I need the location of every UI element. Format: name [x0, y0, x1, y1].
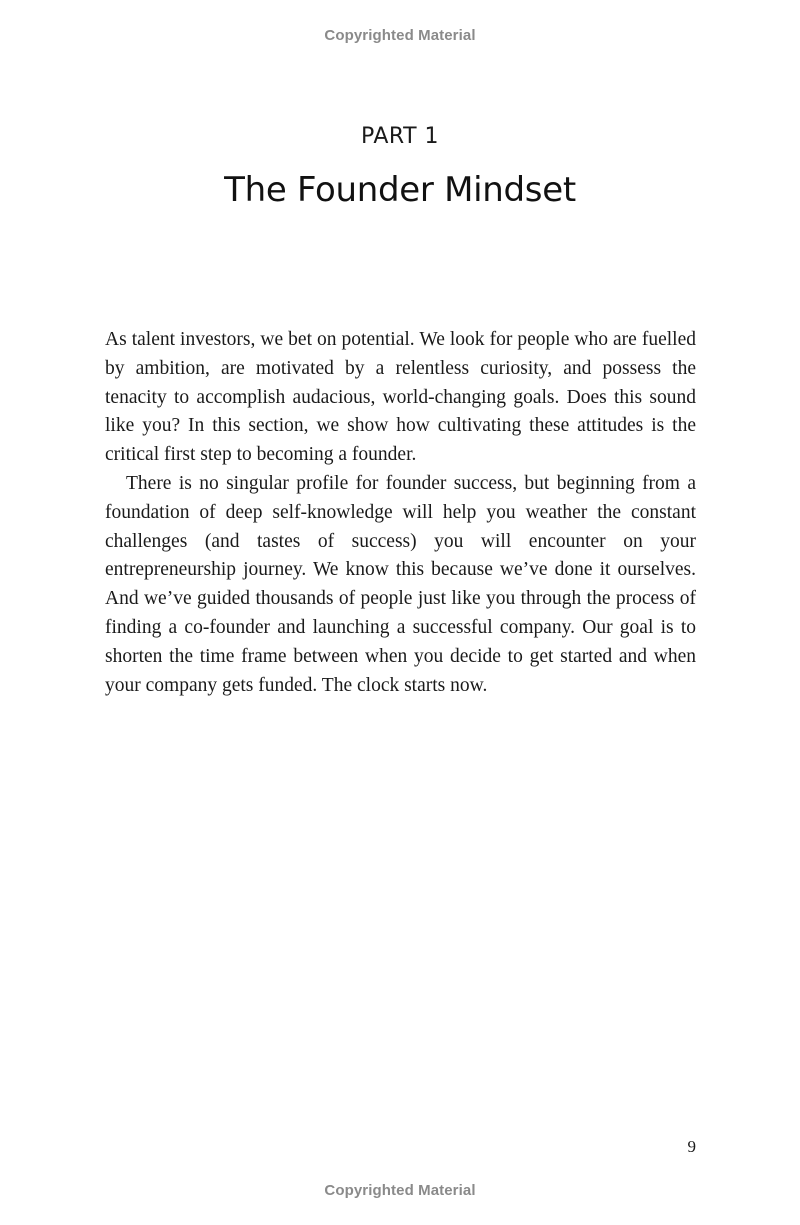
body-text	[105, 326, 696, 700]
paragraph-intro: As talent investors, we bet on potential. We look for people who are fuelled by ambition, are motivated by a relentless curiosity, and possess the tenacity to accomplish audacious, world-changing goals. Does this sound like you? In this section, we show how cultivating these attitudes is the critical first step to becoming a founder.	[105, 329, 696, 466]
part-title: The Founder Mindset	[224, 170, 576, 210]
page-number: 9	[687, 1137, 696, 1156]
paragraph-founder-success: There is no singular profile for founder success, but beginning from a foundation of deep self-knowledge will help you weather the constant challenges (and tastes of success) you will encounter on your entrepreneurship journey. We know this because we’ve done it ourselves. And we’ve guided thousands of people just like you through the process of finding a co-founder and launching a successful company. Our goal is to shorten the time frame between when you decide to get started and when your company gets funded. The clock starts now.	[105, 472, 696, 696]
copyright-watermark-top: Copyrighted Material	[324, 27, 476, 44]
copyright-watermark-bottom: Copyrighted Material	[324, 1182, 476, 1199]
part-label: PART 1	[360, 124, 440, 149]
